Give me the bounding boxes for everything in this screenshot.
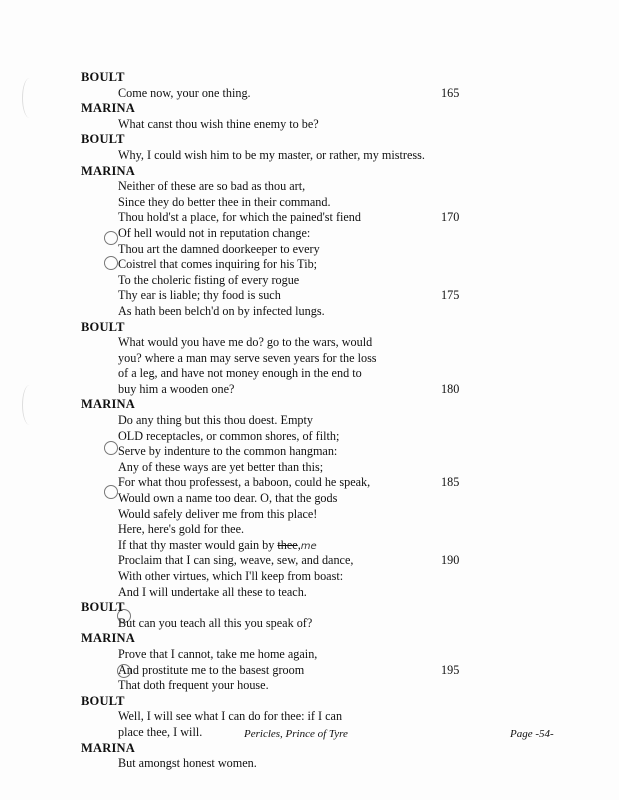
line-text: For what thou professest, a baboon, could he speak, [118, 475, 371, 490]
speaker-name: MARINA [81, 740, 135, 755]
line-text: What would you have me do? go to the wars, would [118, 335, 373, 350]
dialogue-line [81, 756, 481, 772]
line-text: If that thy master would gain by [118, 537, 278, 552]
line-text: you? where a man may serve seven years for the loss [118, 350, 377, 365]
dialogue-line [81, 304, 481, 320]
line-text: Of hell would not in reputation change: [118, 225, 311, 240]
line-text: Coistrel that comes inquiring for his Tib; [118, 257, 318, 272]
dialogue-line [81, 148, 481, 164]
line-text: Thy ear is liable; thy food is such [118, 288, 281, 303]
speaker-name: BOULT [81, 600, 125, 615]
dialogue-line [81, 226, 481, 242]
speaker-name: BOULT [81, 319, 125, 334]
dialogue-line [81, 273, 481, 289]
line-number: 180 [441, 381, 460, 396]
line-text: Prove that I cannot, take me home again, [118, 646, 318, 661]
line-text: Neither of these are so bad as thou art, [118, 179, 306, 194]
dialogue-line [81, 195, 481, 211]
dialogue-line [81, 179, 481, 195]
speaker-name: BOULT [81, 693, 125, 708]
line-number: 175 [441, 288, 460, 303]
dialogue-line [81, 647, 481, 663]
line-number: 195 [441, 662, 460, 677]
dialogue-line [81, 335, 481, 351]
dialogue-line [81, 288, 481, 304]
scan-bracket-mark [22, 78, 37, 118]
line-number: 165 [441, 85, 460, 100]
line-text: Come now, your one thing. [118, 85, 251, 100]
line-punctuation: , [297, 537, 301, 552]
line-text: To the choleric fisting of every rogue [118, 272, 300, 287]
dialogue-line [81, 242, 481, 258]
speaker-name: MARINA [81, 397, 135, 412]
line-number: 185 [441, 475, 460, 490]
dialogue-line [81, 257, 481, 273]
dialogue-line [81, 86, 481, 102]
dialogue-line [81, 569, 481, 585]
line-text: Thou hold'st a place, for which the pained'st fiend [118, 210, 361, 225]
dialogue-line [81, 460, 481, 476]
line-text: But can you teach all this you speak of? [118, 615, 313, 630]
footer-title: Pericles, Prince of Tyre [244, 728, 348, 740]
line-text: And prostitute me to the basest groom [118, 662, 305, 677]
dialogue-line [81, 351, 481, 367]
line-text: Any of these ways are yet better than this; [118, 459, 324, 474]
line-text: Proclaim that I can sing, weave, sew, and dance, [118, 553, 354, 568]
dialogue-line [81, 507, 481, 523]
handwritten-correction: me [300, 540, 317, 552]
dialogue-line-edited [81, 538, 481, 554]
page-number: Page -54- [510, 728, 554, 740]
dialogue-line [81, 616, 481, 632]
speaker-name: BOULT [81, 70, 125, 84]
line-text: Since they do better thee in their command. [118, 194, 331, 209]
line-text: Would safely deliver me from this place! [118, 506, 318, 521]
line-text: Well, I will see what I can do for thee: if I can [118, 709, 343, 724]
line-text: With other virtues, which I'll keep from boast: [118, 569, 344, 583]
script-text [81, 70, 481, 772]
dialogue-line [81, 382, 481, 398]
line-text: Serve by indenture to the common hangman: [118, 444, 338, 459]
line-text: As hath been belch'd on by infected lungs. [118, 303, 325, 318]
dialogue-line [81, 585, 481, 601]
line-text: That doth frequent your house. [118, 678, 269, 693]
dialogue-line [81, 117, 481, 133]
speaker-name: BOULT [81, 132, 125, 147]
line-text: Thou art the damned doorkeeper to every [118, 241, 320, 256]
speaker-name: MARINA [81, 163, 135, 178]
dialogue-line [81, 429, 481, 445]
dialogue-line [81, 366, 481, 382]
speaker-name: MARINA [81, 631, 135, 646]
dialogue-line [81, 709, 481, 725]
line-text: buy him a wooden one? [118, 381, 235, 396]
dialogue-line [81, 444, 481, 460]
line-number: 190 [441, 553, 460, 568]
dialogue-line [81, 475, 481, 491]
line-text: of a leg, and have not money enough in the end to [118, 366, 362, 381]
dialogue-line [81, 210, 481, 226]
line-text: place thee, I will. [118, 724, 203, 739]
dialogue-line [81, 678, 481, 694]
speaker-name: MARINA [81, 101, 135, 116]
line-text: Would own a name too dear. O, that the gods [118, 491, 338, 506]
struck-word: thee [277, 537, 298, 552]
line-number: 170 [441, 210, 460, 225]
line-text: And I will undertake all these to teach. [118, 584, 307, 599]
line-text: Here, here's gold for thee. [118, 522, 245, 537]
line-text: Why, I could wish him to be my master, or rather, my mistress. [118, 147, 425, 162]
dialogue-line [81, 413, 481, 429]
scan-bracket-mark [22, 385, 37, 425]
dialogue-line [81, 491, 481, 507]
line-text: Do any thing but this thou doest. Empty [118, 413, 313, 428]
line-text: OLD receptacles, or common shores, of filth; [118, 428, 340, 443]
dialogue-line [81, 663, 481, 679]
line-text: But amongst honest women. [118, 756, 257, 771]
dialogue-line [81, 553, 481, 569]
dialogue-line [81, 522, 481, 538]
line-text: What canst thou wish thine enemy to be? [118, 116, 319, 131]
